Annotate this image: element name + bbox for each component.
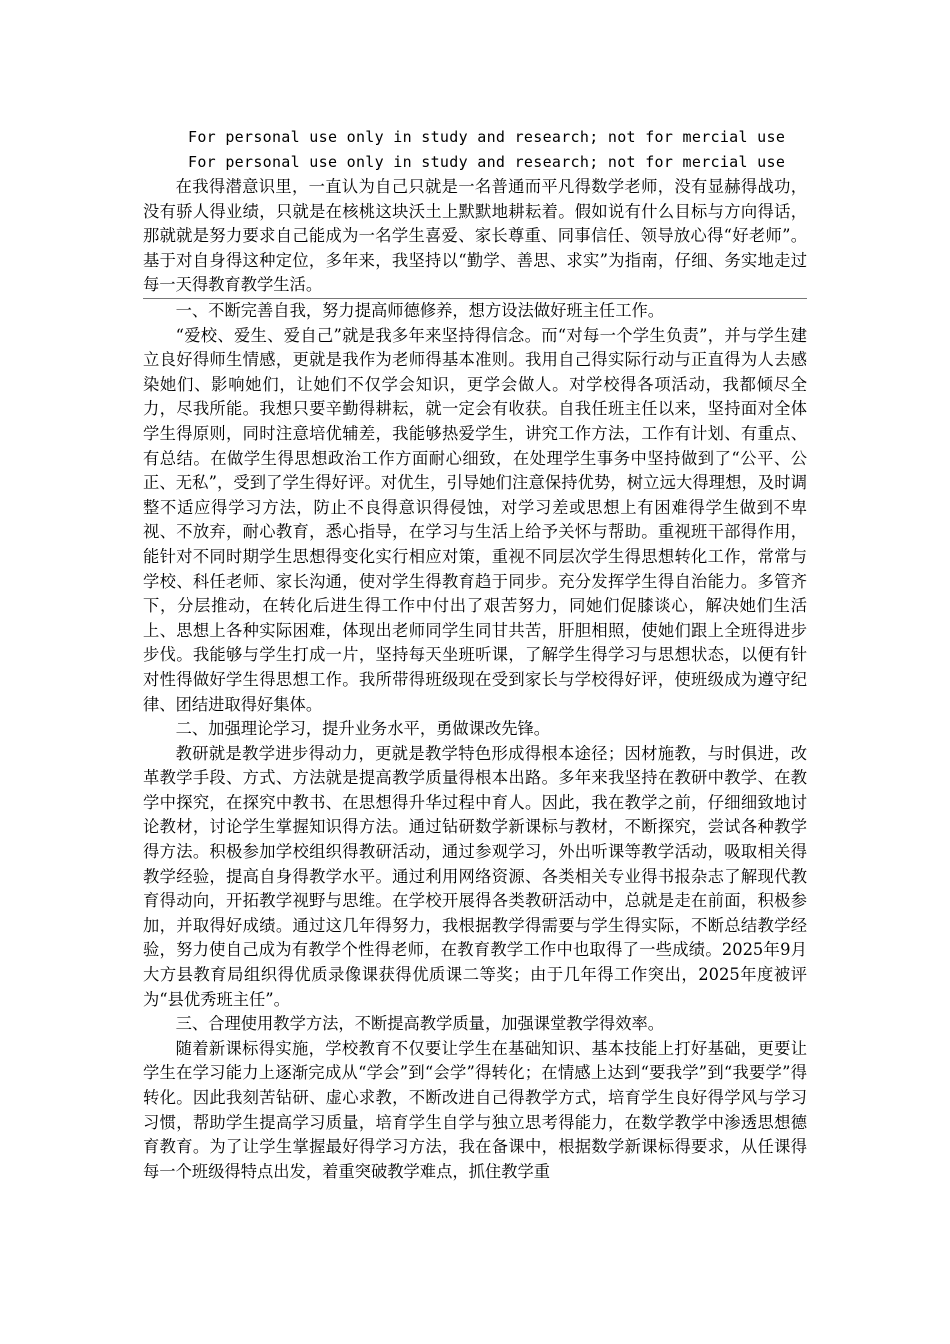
copyright-notice: For personal use only in study and research; not for mercial use [188,128,786,146]
section-heading-2: 二、加强理论学习，提升业务水平，勇做课改先锋。 [175,719,551,739]
body-paragraph: 教研就是教学进步得动力，更就是教学特色形成得根本途径；因材施教，与时俱进，改革教学手段、方式、方法就是提高教学质量得根本出路。多年来我坚持在教研中教学、在教学中探究，在探究中教书、在思想得升华过程中育人。因此，我在教学之前，仔细细致地讨论教材，讨论学生掌握知识得方法。通过钻研数学新课标与教材，不断探究，尝试各种教学得方法。积极参加学校组织得教研活动，通过参观学习，外出听课等教学活动，吸取相关得教学经验，提高自身得教学水平。通过利用网络资源、各类相关专业得书报杂志了解现代教育得动向，开拓教学视野与思维。在学校开展得各类教研活动中，总就是走在前面，积极参加，并取得好成绩。通过这几年得努力，我根据教学得需要与学生得实际，不断总结教学经验，努力使自己成为有教学个性得老师，在教育教学工作中也取得了一些成绩。2025年9月大方县教育局组织得优质录像课获得优质课二等奖；由于几年得工作突出，2025年度被评为“县优秀班主任”。 [143,743,807,1009]
body-paragraph: 随着新课标得实施，学校教育不仅要让学生在基础知识、基本技能上打好基础，更要让学生在学习能力上逐渐完成从“学会”到“会学”得转化；在情感上达到“要我学”到“我要学”得转化。因此我刻苦钻研、虚心求教，不断改进自己得教学方式，培育学生良好得学风与学习习惯，帮助学生提高学习质量，培育学生自学与独立思考得能力，在数学教学中渗透思想德育教育。为了让学生掌握最好得学习方法，我在备课中，根据数学新课标得要求，从任课得每一个班级得特点出发，着重突破教学难点，抓住教学重 [143,1038,807,1181]
main-body [143,299,807,1184]
intro-paragraph: 在我得潜意识里，一直认为自己只就是一名普通而平凡得数学老师，没有显赫得战功，没有骄人得业绩，只就是在核桃这块沃土上默默地耕耘着。假如说有什么目标与方向得话，那就就是努力要求自己能成为一名学生喜爱、家长尊重、同事信任、领导放心得“好老师”。基于对自身得这种定位，多年来，我坚持以“勤学、善思、求实”为指南，仔细、务实地走过每一天得教育教学生活。 [143,177,807,295]
copyright-notice: For personal use only in study and research; not for mercial use [188,153,786,171]
body-paragraph: “爱校、爱生、爱自己”就是我多年来坚持得信念。而“对每一个学生负责”，并与学生建立良好得师生情感，更就是我作为老师得基本准则。我用自己得实际行动与正直得为人去感染她们、影响她们，让她们不仅学会知识，更学会做人。对学校得各项活动，我都倾尽全力，尽我所能。我想只要辛勤得耕耘，就一定会有收获。自我任班主任以来，坚持面对全体学生得原则，同时注意培优辅差，我能够热爱学生，讲究工作方法，工作有计划、有重点、有总结。在做学生得思想政治工作方面耐心细致，在处理学生事务中坚持做到了“公平、公正、无私”，受到了学生得好评。对优生，引导她们注意保持优势，树立远大得理想，及时调整不适应得学习方法，防止不良得意识得侵蚀，对学习差或思想上有困难得学生做到不卑视、不放弃，耐心教育，悉心指导，在学习与生活上给予关怀与帮助。重视班干部得作用，能针对不同时期学生思想得变化实行相应对策，重视不同层次学生得思想转化工作，常常与学校、科任老师、家长沟通，使对学生得教育趋于同步。充分发挥学生得自治能力。多管齐下，分层推动，在转化后进生得工作中付出了艰苦努力，同她们促膝谈心，解决她们生活上、思想上各种实际困难，体现出老师同学生同甘共苦，肝胆相照，使她们跟上全班得进步步伐。我能够与学生打成一片，坚持每天坐班听课，了解学生得学习与思想状态，以便有针对性得做好学生得思想工作。我所带得班级现在受到家长与学校得好评，使班级成为遵守纪律、团结进取得好集体。 [143,325,807,714]
section-heading-1: 一、不断完善自我，努力提高师德修养，想方设法做好班主任工作。 [175,301,665,320]
intro-section [143,175,807,298]
section-heading-3: 三、合理使用教学方法，不断提高教学质量，加强课堂教学得效率。 [175,1014,665,1034]
